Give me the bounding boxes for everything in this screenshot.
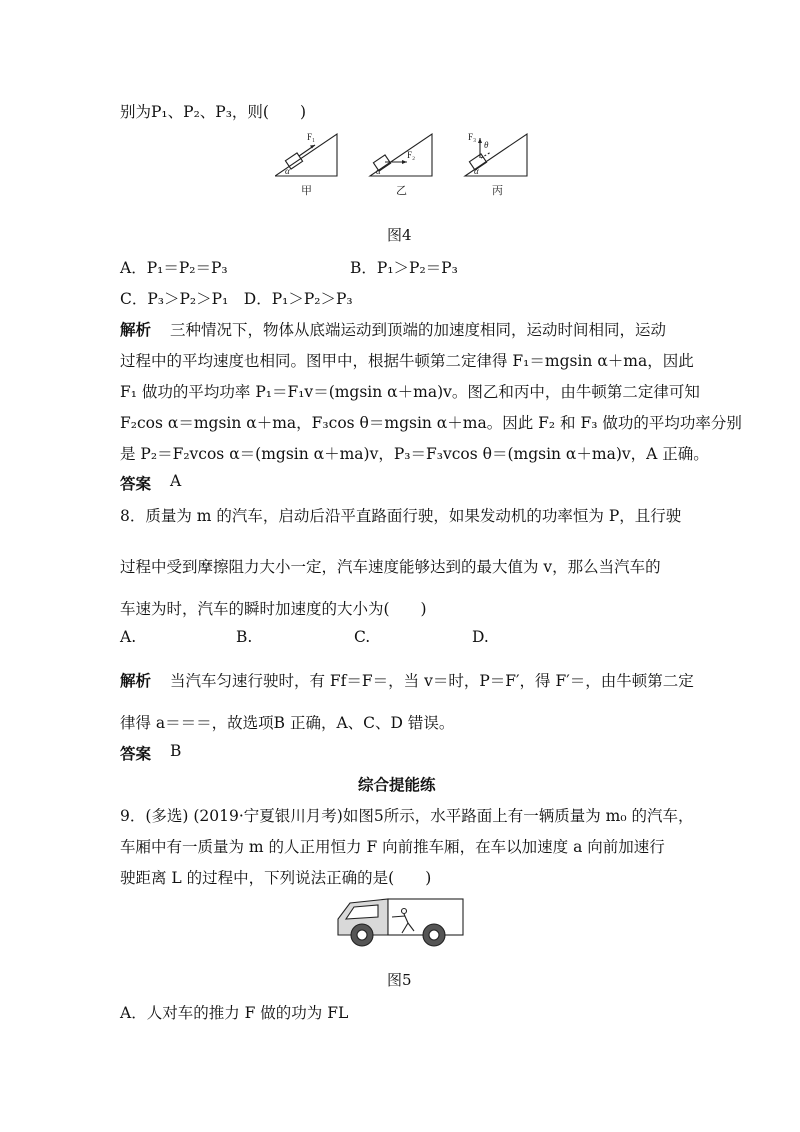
q7-answer-label: 答案 [120,475,152,493]
q8-stem-line: 过程中受到摩擦阻力大小一定，汽车速度能够达到的最大值为 v，那么当汽车的 [120,558,661,576]
q8-option-a: A. [120,628,137,646]
q7-analysis-line: 过程中的平均速度也相同。图甲中，根据牛顿第二定律得 F₁＝mgsin α＋ma，因此 [120,352,694,370]
q7-option-cd: C．P₃＞P₂＞P₁ D．P₁＞P₂＞P₃ [120,290,353,308]
q7-answer: A [170,472,182,490]
q8-analysis-line: 律得 a＝＝＝，故选项B 正确，A、C、D 错误。 [120,714,455,732]
figure-5-caption: 图5 [387,971,412,989]
fig-label-jia: 甲 [301,185,312,197]
alpha-label-2: α [376,166,381,176]
q7-analysis-line: F₁ 做功的平均功率 P₁＝F₁v＝(mgsin α＋ma)v。图乙和丙中，由牛顿第二定律可知 [120,383,700,401]
q7-option-b: B．P₁＞P₂＝P₃ [350,259,458,277]
q8-answer-label: 答案 [120,745,152,763]
q7-analysis-line: 三种情况下，物体从底端运动到顶端的加速度相同，运动时间相同，运动 [170,321,667,339]
figure-4-caption: 图4 [387,226,412,244]
q8-option-b: B. [236,628,253,646]
fig-label-bing: 丙 [492,185,503,197]
q8-analysis-line: 当汽车匀速行驶时，有 Ff＝F＝，当 v＝时，P＝F′，得 F′＝，由牛顿第二定 [170,672,694,690]
fig-label-yi: 乙 [396,185,407,197]
f3-label: F₃ [468,132,477,142]
q9-stem-line: 9．(多选) (2019·宁夏银川月考)如图5所示，水平路面上有一辆质量为 m₀ 的汽车， [120,807,694,825]
figure-4 [275,128,535,198]
q7-analysis-label: 解析 [120,321,152,339]
q8-option-d: D. [472,628,489,646]
q9-option-a: A．人对车的推力 F 做的功为 FL [120,1004,349,1022]
q8-stem-line: 车速为时，汽车的瞬时加速度的大小为( ) [120,600,427,618]
theta-label: θ [484,140,489,150]
q9-stem-line: 驶距离 L 的过程中，下列说法正确的是( ) [120,869,432,887]
q8-analysis-label: 解析 [120,672,152,690]
section-title: 综合提能练 [358,776,436,794]
q8-answer: B [170,742,182,760]
f1-label: F₁ [307,132,316,142]
alpha-label-1: α [285,166,290,176]
q7-analysis-line: 是 P₂＝F₂vcos α＝(mgsin α＋ma)v，P₃＝F₃vcos θ＝(mgsin α＋ma)v，A 正确。 [120,445,709,463]
q7-analysis-line: F₂cos α＝mgsin α＋ma，F₃cos θ＝mgsin α＋ma。因此 F₂ 和 F₃ 做功的平均功率分别 [120,414,742,432]
q8-option-c: C. [354,628,371,646]
q7-intro: 别为P₁、P₂、P₃，则( ) [120,103,307,121]
q7-option-a: A．P₁＝P₂＝P₃ [120,259,228,277]
f2-label: F₂ [407,150,416,160]
q9-stem-line: 车厢中有一质量为 m 的人正用恒力 F 向前推车厢，在车以加速度 a 向前加速行 [120,838,665,856]
q8-stem-line: 8．质量为 m 的汽车，启动后沿平直路面行驶，如果发动机的功率恒为 P，且行驶 [120,507,682,525]
figure-5 [336,893,466,953]
alpha-label-3: α [474,166,479,176]
